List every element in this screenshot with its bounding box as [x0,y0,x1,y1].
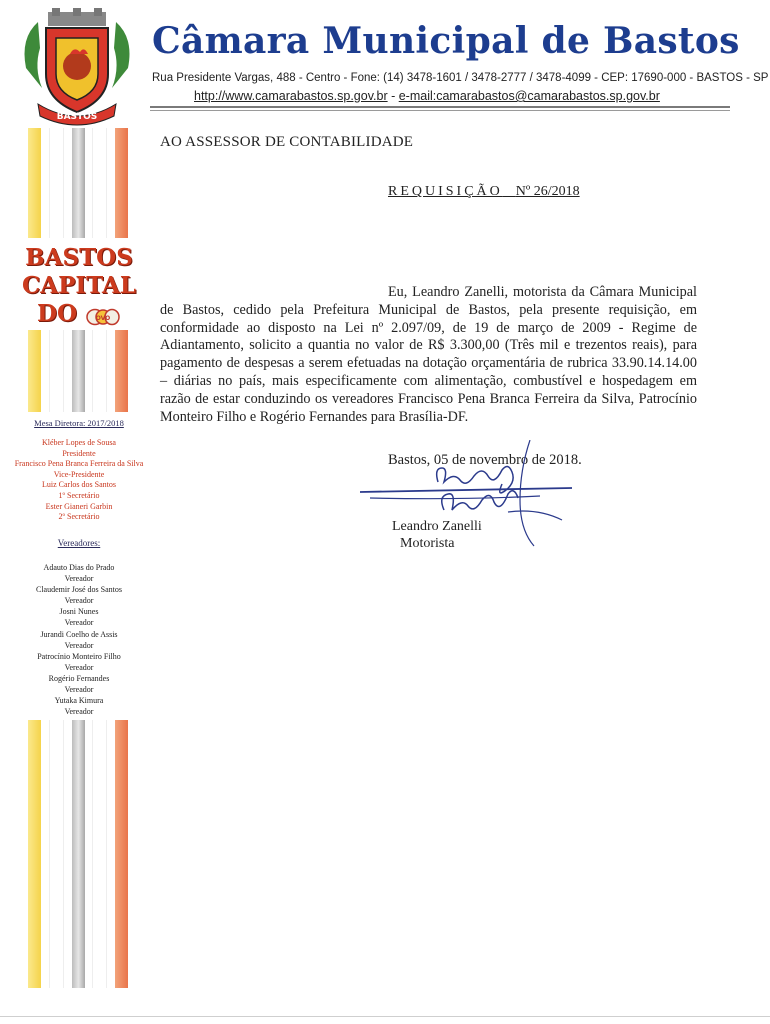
councillor-name: Rogério Fernandes [48,673,110,683]
councillor-name: Jurandi Coelho de Assis [40,629,118,639]
councillor-list [0,562,158,717]
board-member-role: 1º Secretário [58,490,100,500]
councillor-role: Vereador [64,707,94,717]
svg-text:OVO: OVO [95,315,111,323]
board-member-name: Ester Gianeri Garbin [45,501,113,511]
councillor-role: Vereador [64,596,94,606]
board-member-role: 2º Secretário [58,512,100,522]
board-member-name: Luiz Carlos dos Santos [42,480,116,490]
sidebar-stripes-middle [28,330,128,412]
website-link[interactable]: http://www.camarabastos.sp.gov.br [194,89,388,103]
councillor-role: Vereador [64,574,94,584]
header-divider [150,106,730,108]
requisicao-label: REQUISIÇÃO [388,184,503,199]
slogan [20,244,138,300]
councillor-name: Josni Nunes [59,607,99,617]
header-contact-links [194,89,660,103]
councillor-role: Vereador [64,640,94,650]
requisition-body: Eu, Leandro Zanelli, motorista da Câmara Municipal de Bastos, cedido pela Prefeitura Municipal de Bastos, pela presente requisição, em conformidade ao disposto na Lei nº 2.097/09, de 19 de março de 2009 - Regime de Adiantamento, solicito a quantia no valor de R$ 3.300,00 (Três mil e trezentos reais), para pagamento de despesas a serem efetuadas na dotação orçamentária de rubrica 33.90.14.14.00 – diárias no país, mais especificamente com alimentação, combustível e hospedagem em razão de estar conduzindo os vereadores Francisco Pena Branca Ferreira da Silva, Patrocínio Monteiro Filho e Rogério Fernandes para Brasília-DF. [160,284,697,425]
slogan-line-1: BASTOS [25,244,133,271]
signer-name: Leandro Zanelli [392,519,482,534]
slogan-line-3: DO [37,300,77,327]
councillor-name: Claudemir José dos Santos [36,585,122,595]
sidebar-stripes-bottom [28,720,128,988]
councillor-name: Adauto Dias do Prado [43,563,115,572]
board-member-role: Presidente [62,448,96,458]
egg-logo-icon [85,308,121,326]
sidebar-stripes-top [28,128,128,238]
page-title: Câmara Municipal de Bastos [152,20,740,62]
email-link[interactable]: e-mail:camarabastos@camarabastos.sp.gov.br [398,89,660,103]
svg-text:BASTOS: BASTOS [56,112,98,122]
councillor-name: Patrocínio Monteiro Filho [37,651,121,661]
footer-divider [0,1016,770,1017]
link-separator: - [387,89,399,103]
mesa-diretora-title: Mesa Diretora: 2017/2018 [34,418,124,428]
councillor-role: Vereador [64,618,94,628]
slogan-do-ovo [20,300,138,327]
board-member-name: Francisco Pena Branca Ferreira da Silva [14,459,144,469]
board-member-name: Kléber Lopes de Sousa [42,438,116,447]
addressee: AO ASSESSOR DE CONTABILIDADE [160,134,414,150]
councillor-role: Vereador [64,685,94,695]
slogan-line-2: CAPITAL [21,272,137,299]
municipal-crest-icon [18,8,136,126]
requisicao-number: Nº 26/2018 [515,184,580,199]
signer-role: Motorista [400,536,455,551]
header-divider-thin [150,110,730,111]
councillor-name: Yutaka Kimura [54,696,104,706]
board-list [0,438,158,523]
councillor-role: Vereador [64,662,94,672]
header-address: Rua Presidente Vargas, 488 - Centro - Fone: (14) 3478-1601 / 3478-2777 / 3478-4099 - CEP: 17690-000 - BASTOS - SP [152,72,769,84]
vereadores-title: Vereadores: [57,538,101,548]
board-member-role: Vice-Presidente [53,469,105,479]
document-date: Bastos, 05 de novembro de 2018. [388,452,582,468]
requisicao-heading [388,184,580,200]
